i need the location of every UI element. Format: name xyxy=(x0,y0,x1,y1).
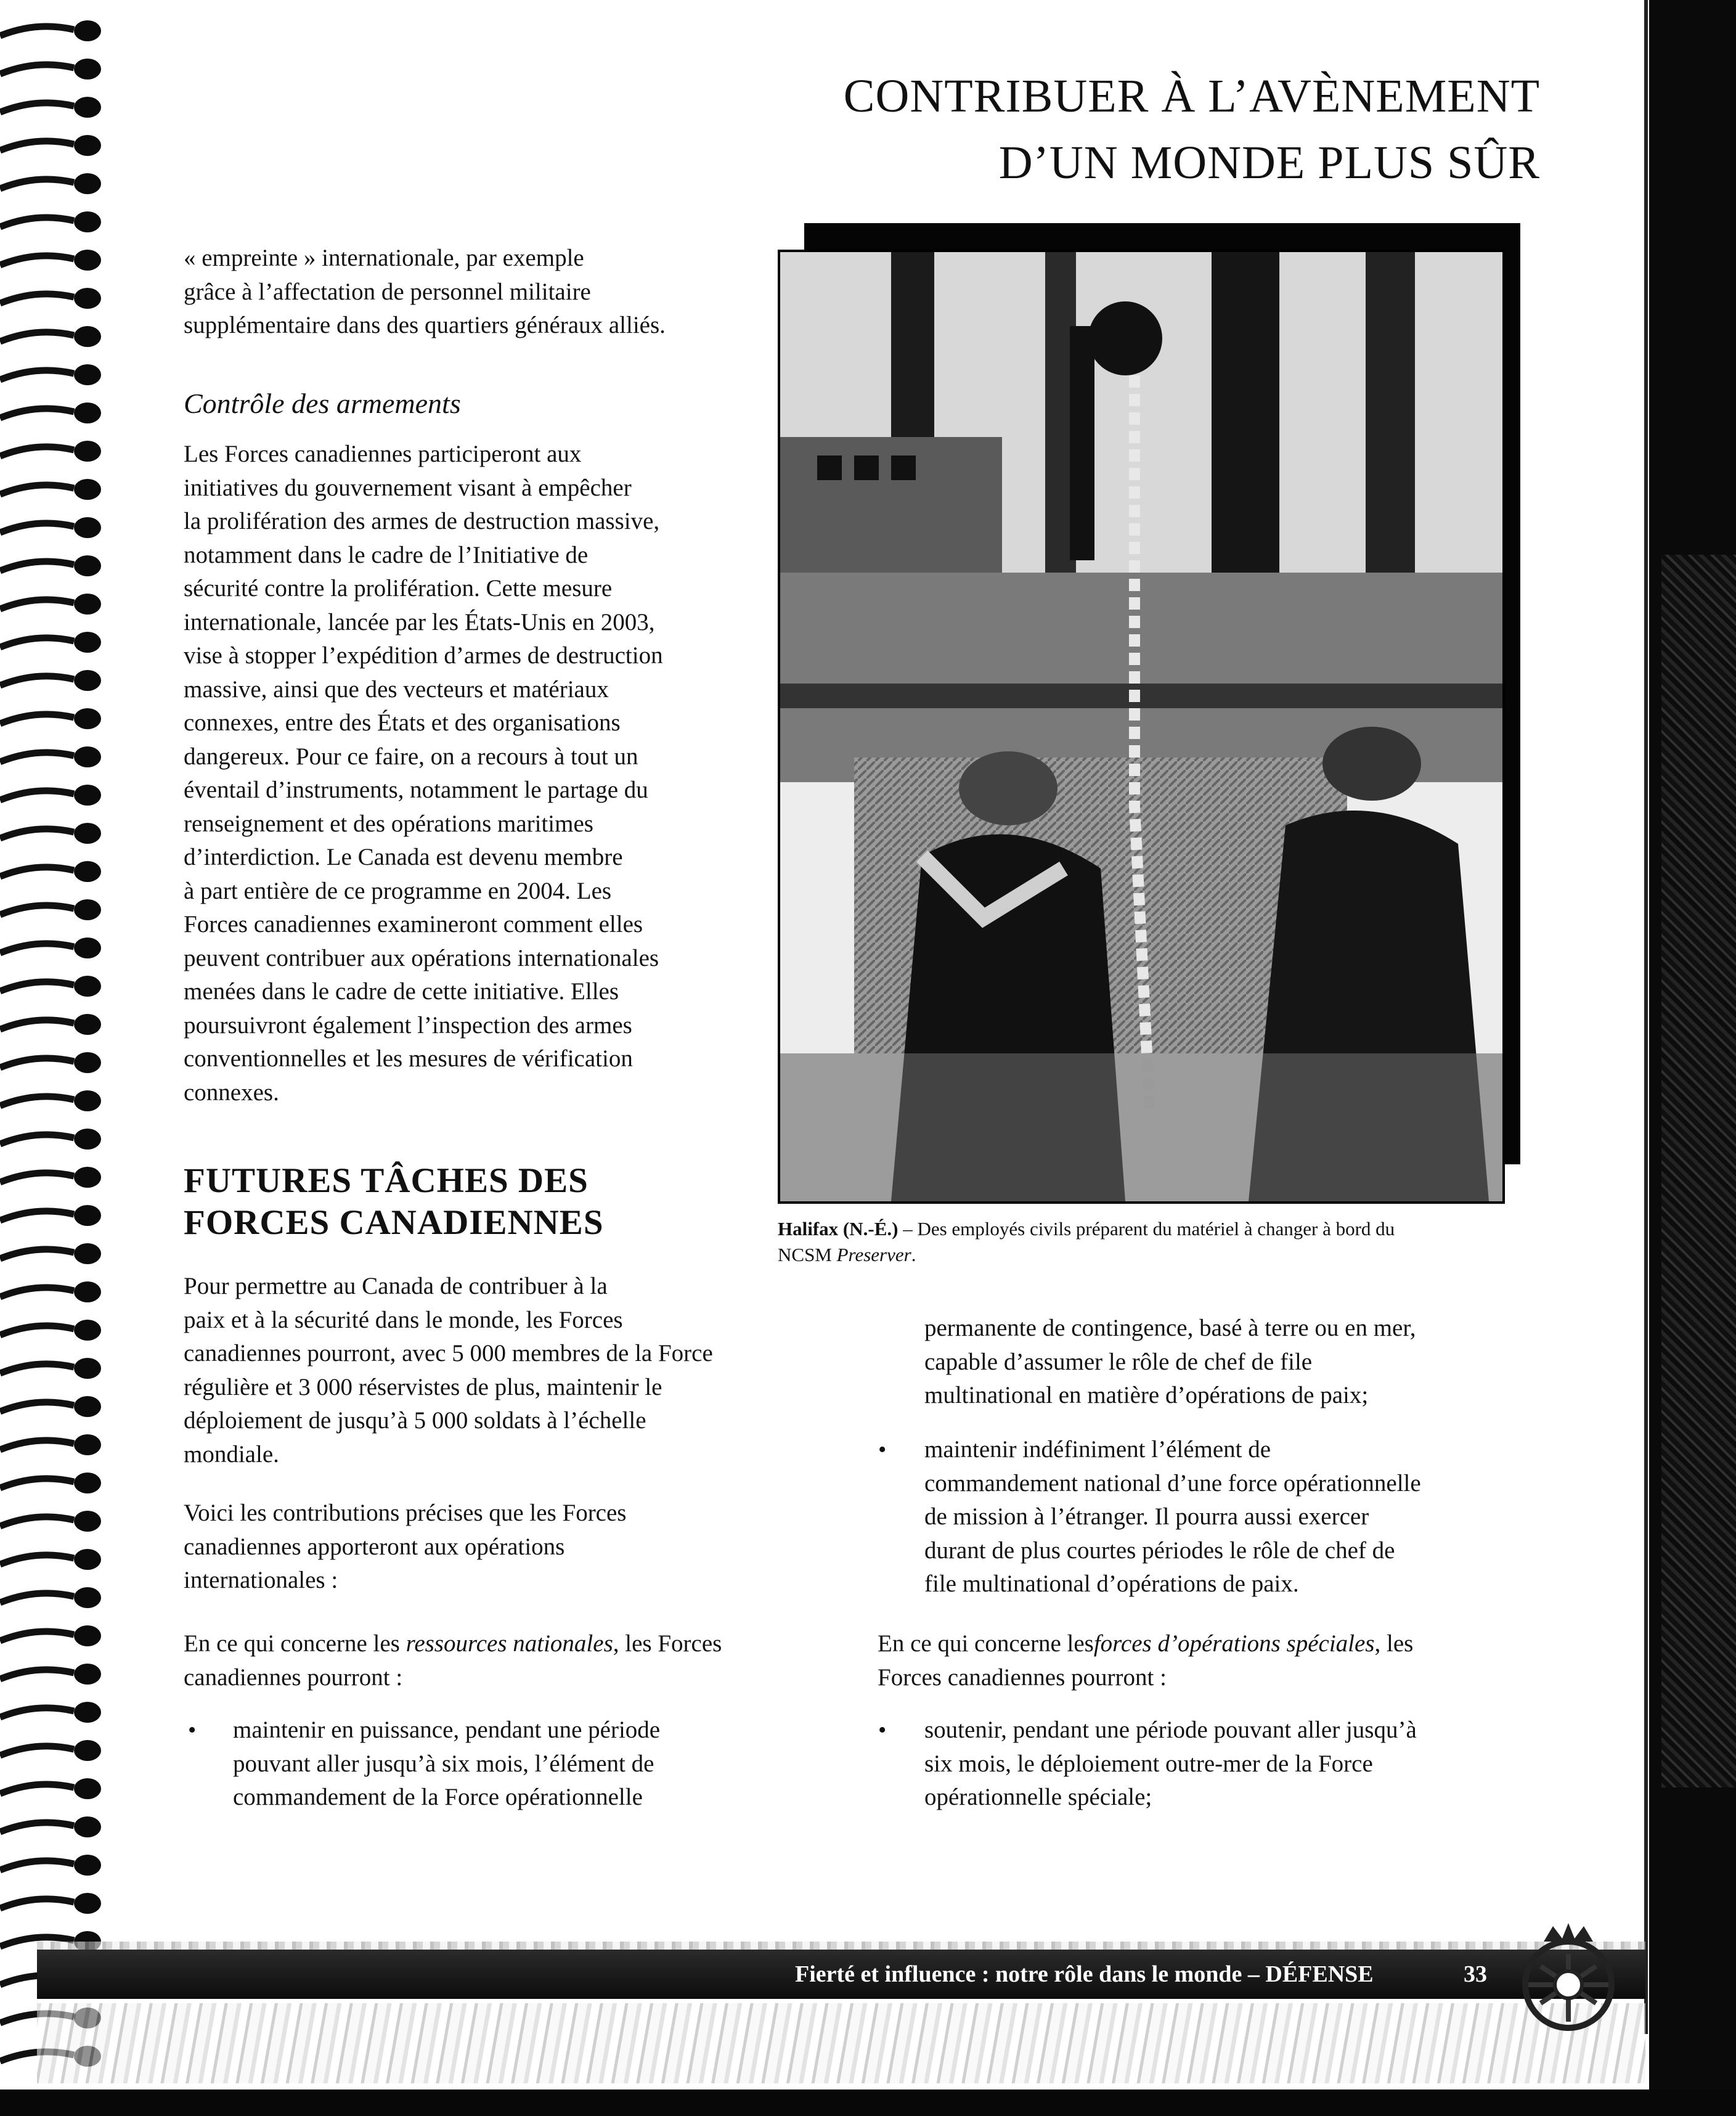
caption-ship-name: Preserver xyxy=(836,1244,911,1265)
arms-control-line: peuvent contribuer aux opérations internationales xyxy=(184,944,659,971)
intro-line: « empreinte » internationale, par exemple xyxy=(184,245,584,271)
arms-control-line: initiatives du gouvernement visant à empêcher xyxy=(184,474,632,501)
bullet-1-cont-line: capable d’assumer le rôle de chef de file xyxy=(924,1348,1313,1375)
caption-line2-post: . xyxy=(911,1244,916,1265)
sof-intro-pre: En ce qui concerne les xyxy=(878,1630,1094,1657)
bullet-2-line: durant de plus courtes périodes le rôle de chef de xyxy=(924,1537,1395,1564)
arms-control-line: Forces canadiennes examineront comment elles xyxy=(184,911,643,937)
arms-control-line: dangereux. Pour ce faire, on a recours à tout un xyxy=(184,743,638,770)
bullet-1-cont-line: permanente de contingence, basé à terre ou en mer, xyxy=(924,1315,1416,1341)
arms-control-line: conventionnelles et les mesures de vérification xyxy=(184,1045,633,1072)
bullet-1-line: commandement de la Force opérationnelle xyxy=(233,1784,643,1810)
future-tasks-para1-line: paix et à la sécurité dans le monde, les Forces xyxy=(184,1306,623,1333)
ship-photo-image xyxy=(780,252,1502,1201)
sof-intro-post: , les xyxy=(1374,1630,1414,1657)
national-intro-emphasis: ressources nationales xyxy=(405,1630,613,1657)
photo-caption xyxy=(778,1216,1517,1268)
bullet-1-cont-line: multinational en matière d’opérations de paix; xyxy=(924,1382,1369,1408)
intro-paragraph xyxy=(184,242,666,343)
arms-control-line: Les Forces canadiennes participeront aux xyxy=(184,441,582,467)
arms-control-line: la prolifération des armes de destruction massive, xyxy=(184,508,660,534)
bottom-scan-edge xyxy=(0,2089,1736,2116)
future-tasks-para2-line: canadiennes apporteront aux opérations xyxy=(184,1533,565,1560)
arms-control-line: internationale, lancée par les États-Unis en 2003, xyxy=(184,608,655,635)
future-tasks-para1-line: mondiale. xyxy=(184,1440,279,1468)
arms-control-line: massive, ainsi que des vecteurs et matériaux xyxy=(184,676,609,703)
page-title-line-2: D’UN MONDE PLUS SÛR xyxy=(998,137,1540,189)
caption-line-1 xyxy=(778,1216,1517,1242)
arms-control-line: connexes, entre des États et des organisations xyxy=(184,709,621,736)
bullet-1-line: pouvant aller jusqu’à six mois, l’élément de xyxy=(233,1750,654,1777)
caption-text: – Des employés civils préparent du matériel à changer à bord du xyxy=(898,1218,1395,1240)
bullet-1-line: maintenir en puissance, pendant une période xyxy=(233,1717,661,1743)
arms-control-line: poursuivront également l’inspection des armes xyxy=(184,1011,632,1039)
future-tasks-para2-line: internationales : xyxy=(184,1567,338,1593)
bullet-item-1 xyxy=(233,1714,660,1815)
sof-intro-line-1 xyxy=(878,1627,1413,1661)
section-heading-line-1: FUTURES TÂCHES DES xyxy=(184,1161,589,1200)
bullet-3-line: soutenir, pendant une période pouvant aller jusqu’à xyxy=(924,1717,1417,1743)
national-intro-post: , les Forces xyxy=(613,1630,722,1657)
future-tasks-paragraph-2 xyxy=(184,1497,626,1598)
bullet-3-line: opérationnelle spéciale; xyxy=(924,1784,1152,1810)
page-edge xyxy=(1644,0,1648,2034)
section-heading-line-2: FORCES CANADIENNES xyxy=(184,1203,604,1242)
future-tasks-para2-line: Voici les contributions précises que les Forces xyxy=(184,1500,627,1526)
arms-control-line: à part entière de ce programme en 2004. Les xyxy=(184,877,612,904)
future-tasks-para1-line: régulière et 3 000 réservistes de plus, maintenir le xyxy=(184,1373,662,1400)
bullet-2-line: file multinational d’opérations de paix. xyxy=(924,1571,1299,1597)
bullet-2-line: de mission à l’étranger. Il pourra aussi exercer xyxy=(924,1503,1369,1530)
intro-line: grâce à l’affectation de personnel militaire xyxy=(184,278,591,305)
future-tasks-para1-line: déploiement de jusqu’à 5 000 soldats à l’échelle xyxy=(184,1407,646,1434)
special-forces-intro xyxy=(878,1627,1413,1694)
scanner-edge xyxy=(1649,0,1736,2116)
defence-emblem-icon xyxy=(1504,1917,1633,2040)
bullet-marker: • xyxy=(878,1437,887,1463)
spiral-binding xyxy=(0,0,117,2116)
intro-line: supplémentaire dans des quartiers généraux alliés. xyxy=(184,312,666,338)
arms-control-line: renseignement et des opérations maritimes xyxy=(184,810,593,837)
page-title xyxy=(554,63,1540,196)
bullet-item-1-continued xyxy=(924,1312,1416,1413)
future-tasks-para1-line: canadiennes pourront, avec 5 000 membres de la Force xyxy=(184,1340,713,1366)
bullet-marker: • xyxy=(878,1717,887,1743)
ship-photo xyxy=(778,250,1505,1204)
caption-line-2 xyxy=(778,1242,1517,1268)
sof-intro-emphasis: forces d’opérations spéciales xyxy=(1093,1630,1375,1657)
arms-control-heading: Contrôle des armements xyxy=(184,388,461,419)
arms-control-line: éventail d’instruments, notamment le partage du xyxy=(184,777,648,803)
footer-texture xyxy=(37,2003,1645,2083)
arms-control-line: connexes. xyxy=(184,1079,279,1106)
caption-location: Halifax (N.-É.) xyxy=(778,1218,899,1240)
national-intro-pre: En ce qui concerne les xyxy=(184,1630,406,1657)
section-heading xyxy=(184,1160,604,1244)
future-tasks-para1-line: Pour permettre au Canada de contribuer à la xyxy=(184,1273,608,1299)
arms-control-line: menées dans le cadre de cette initiative. Elles xyxy=(184,978,619,1005)
bullet-item-3 xyxy=(924,1714,1417,1815)
bullet-2-line: commandement national d’une force opérationnelle xyxy=(924,1469,1421,1497)
arms-control-line: d’interdiction. Le Canada est devenu membre xyxy=(184,844,623,870)
page-number: 33 xyxy=(1464,1961,1487,1987)
national-intro-line-2: canadiennes pourront : xyxy=(184,1664,403,1691)
bullet-2-line: maintenir indéfiniment l’élément de xyxy=(924,1436,1271,1463)
future-tasks-paragraph-1 xyxy=(184,1270,713,1471)
arms-control-line: notamment dans le cadre de l’Initiative de xyxy=(184,541,589,568)
page-title-line-1: CONTRIBUER À L’AVÈNEMENT xyxy=(843,70,1540,122)
national-resources-intro xyxy=(184,1627,722,1694)
arms-control-paragraph xyxy=(184,438,663,1109)
bullet-marker: • xyxy=(188,1717,197,1743)
arms-control-line: sécurité contre la prolifération. Cette mesure xyxy=(184,575,613,602)
bullet-item-2 xyxy=(924,1433,1421,1601)
arms-control-line: vise à stopper l’expédition d’armes de destruction xyxy=(184,642,663,669)
sof-intro-line-2: Forces canadiennes pourront : xyxy=(878,1664,1167,1691)
bullet-3-line: six mois, le déploiement outre-mer de la Force xyxy=(924,1750,1373,1777)
national-intro-line-1 xyxy=(184,1627,722,1661)
caption-line2-pre: NCSM xyxy=(778,1244,837,1265)
footer-title: Fierté et influence : notre rôle dans le monde – DÉFENSE xyxy=(795,1961,1374,1987)
